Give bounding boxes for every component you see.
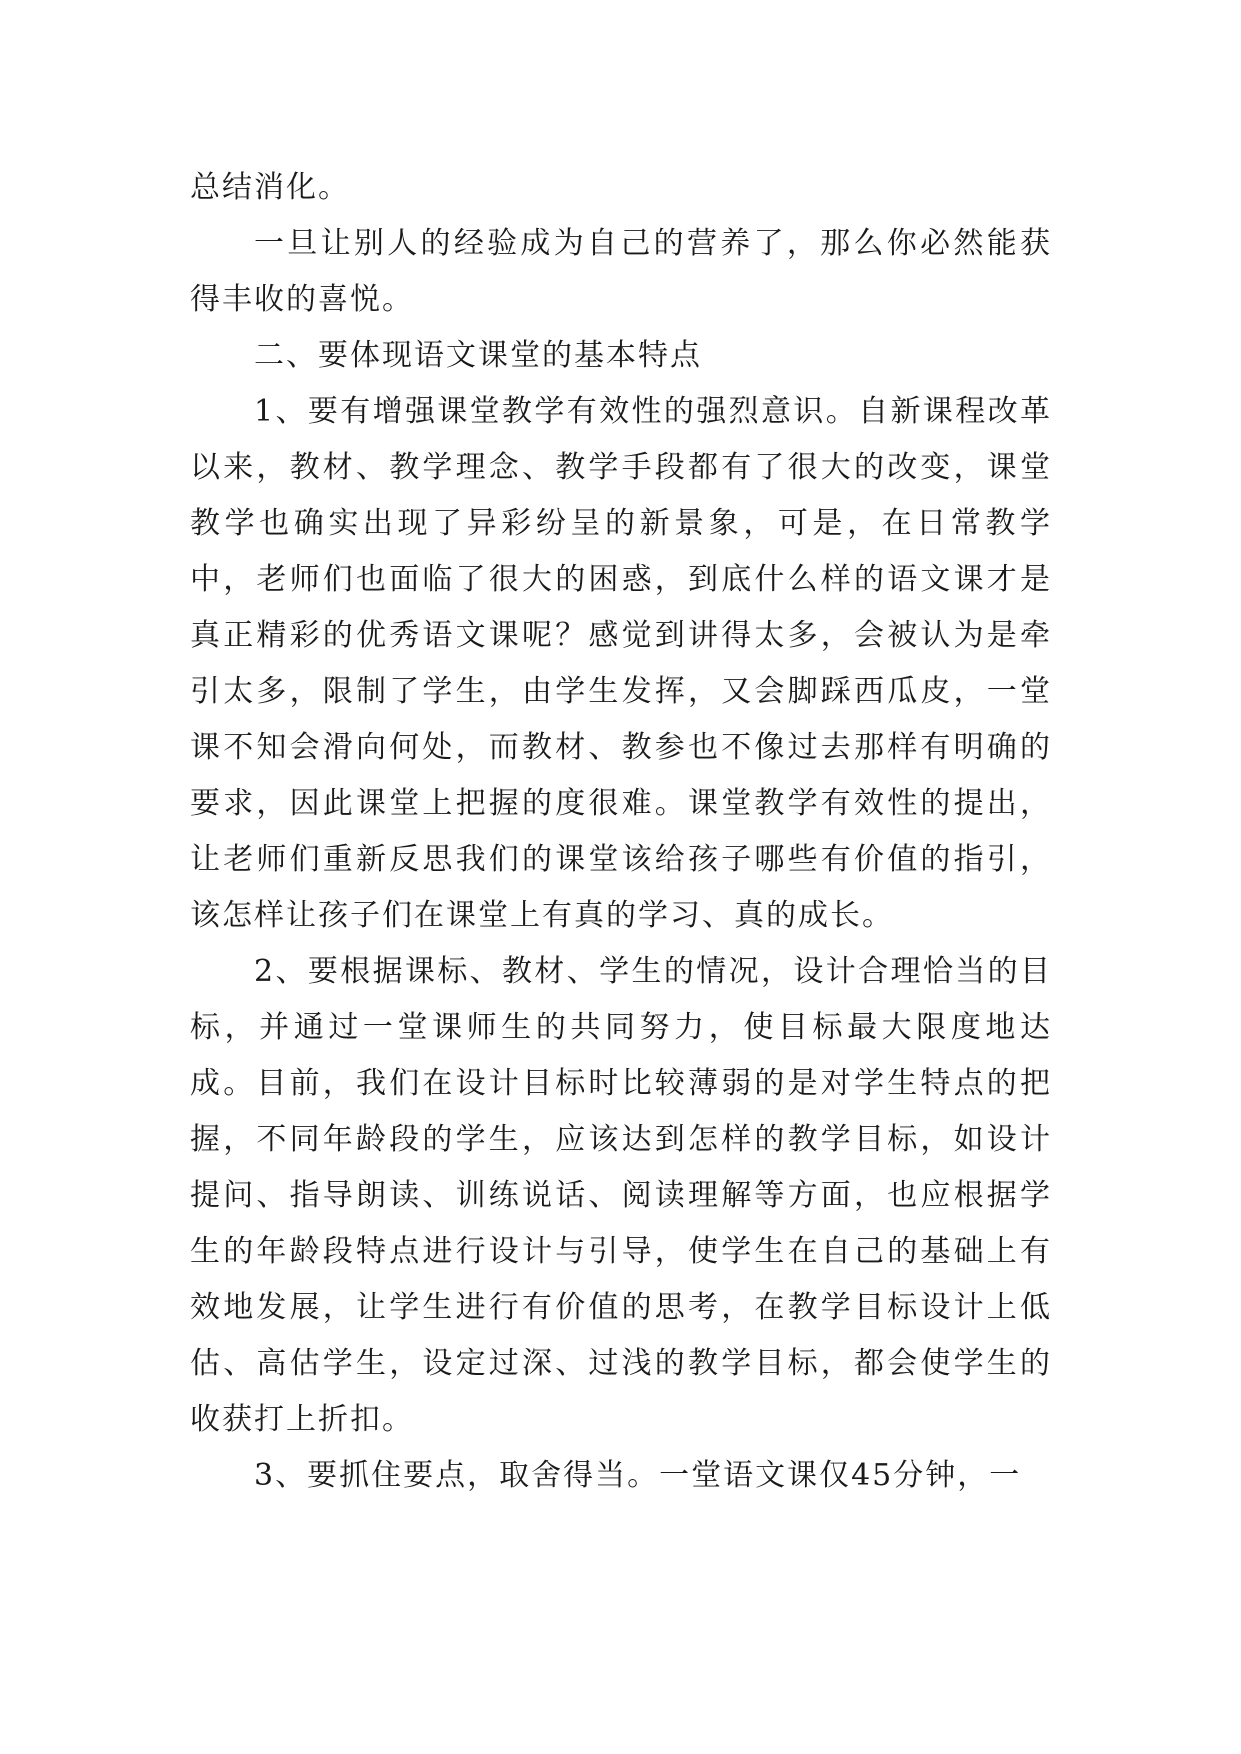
paragraph-point-1: 1、要有增强课堂教学有效性的强烈意识。自新课程改革以来，教材、教学理念、教学手段都有了很大的改变，课堂教学也确实出现了异彩纷呈的新景象，可是，在日常教学中，老师们也面临了很大的困惑，到底什么样的语文课才是真正精彩的优秀语文课呢？感觉到讲得太多，会被认为是牵引太多，限制了学生，由学生发挥，又会脚踩西瓜皮，一堂课不知会滑向何处，而教材、教参也不像过去那样有明确的要求，因此课堂上把握的度很难。课堂教学有效性的提出，让老师们重新反思我们的课堂该给孩子哪些有价值的指引，该怎样让孩子们在课堂上有真的学习、真的成长。 (190, 394, 1052, 933)
paragraph-continuation: 总结消化。 (190, 170, 350, 205)
paragraph-point-2: 2、要根据课标、教材、学生的情况，设计合理恰当的目标，并通过一堂课师生的共同努力，使目标最大限度地达成。目前，我们在设计目标时比较薄弱的是对学生特点的把握，不同年龄段的学生，应该达到怎样的教学目标，如设计提问、指导朗读、训练说话、阅读理解等方面，也应根据学生的年龄段特点进行设计与引导，使学生在自己的基础上有效地发展，让学生进行有价值的思考，在教学目标设计上低估、高估学生，设定过深、过浅的教学目标，都会使学生的收获打上折扣。 (190, 954, 1052, 1437)
paragraph-point-3: 3、要抓住要点，取舍得当。一堂语文课仅45分钟，一 (254, 1458, 1022, 1493)
section-heading: 二、要体现语文课堂的基本特点 (254, 338, 702, 373)
document-body (190, 160, 1052, 1504)
paragraph-experience: 一旦让别人的经验成为自己的营养了，那么你必然能获得丰收的喜悦。 (190, 226, 1052, 317)
